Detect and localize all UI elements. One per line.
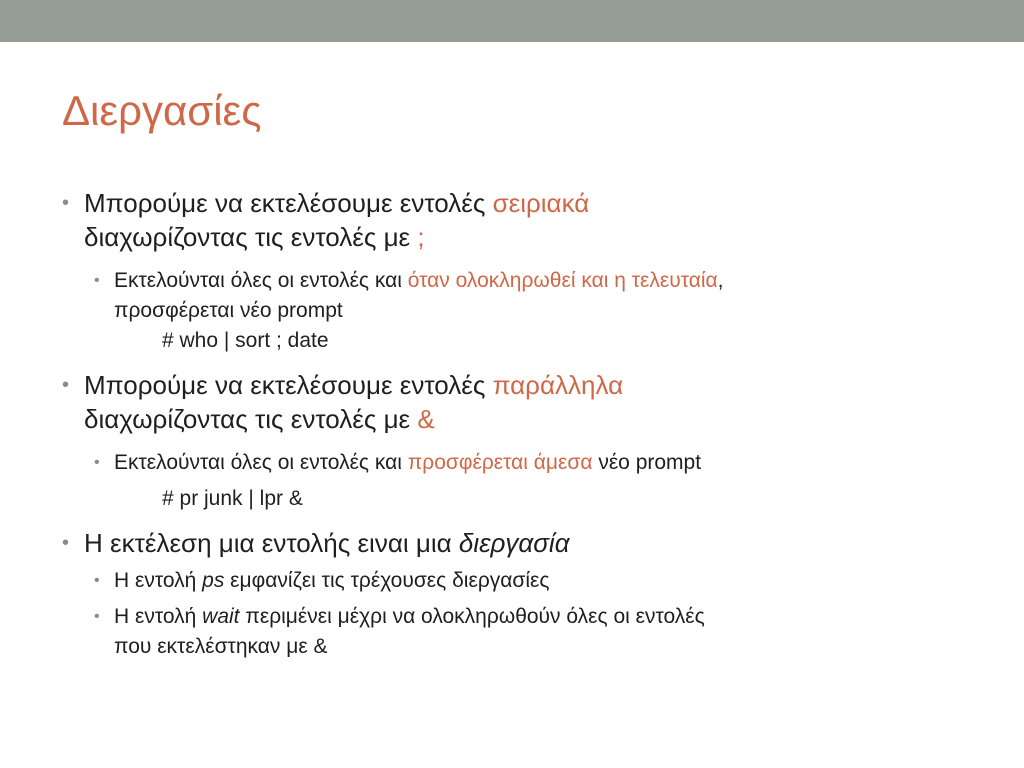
bullet-parallel bbox=[62, 368, 962, 436]
bullet-text: διαχωρίζοντας τις εντολές με bbox=[84, 404, 418, 434]
sub-bullet-text: περιμένει μέχρι να ολοκληρωθούν όλες οι εντολές bbox=[239, 605, 705, 628]
sub-bullet-wait bbox=[62, 602, 962, 662]
sub-bullet-sequential bbox=[62, 266, 962, 326]
italic-process: διεργασία bbox=[458, 528, 570, 558]
bullet-text: Η εκτέλεση μια εντολής ειναι μια bbox=[84, 528, 459, 558]
code-example-parallel: # pr junk | lpr & bbox=[162, 487, 303, 510]
sub-bullet-text: νέο prompt bbox=[592, 451, 702, 474]
sub-bullet-text: Εκτελούνται όλες οι εντολές και bbox=[114, 451, 408, 474]
sub-bullet-text: εμφανίζει τις τρέχουσες διεργασίες bbox=[224, 569, 550, 592]
sub-bullet-text: Η εντολή bbox=[114, 569, 203, 592]
highlight-semicolon: ; bbox=[417, 222, 425, 252]
sub-bullet-text: , bbox=[717, 269, 724, 292]
sub-bullet-text: που εκτελέστηκαν με & bbox=[114, 635, 328, 658]
highlight-immediately: προσφέρεται άμεσα bbox=[407, 451, 593, 474]
highlight-when-finished: όταν ολοκληρωθεί και η τελευταία bbox=[407, 269, 718, 292]
bullet-text: διαχωρίζοντας τις εντολές με bbox=[84, 222, 418, 252]
code-example-sequential: # who | sort ; date bbox=[162, 329, 329, 352]
sub-bullet-text: προσφέρεται νέο prompt bbox=[114, 299, 343, 322]
top-bar bbox=[0, 0, 1024, 42]
bullet-text: Μπορούμε να εκτελέσουμε εντολές bbox=[84, 370, 493, 400]
slide-content bbox=[62, 186, 962, 662]
bullet-process bbox=[62, 526, 962, 560]
highlight-ampersand: & bbox=[417, 404, 435, 434]
sub-bullet-text: Η εντολή bbox=[114, 605, 203, 628]
sub-bullet-text: Εκτελούνται όλες οι εντολές και bbox=[114, 269, 408, 292]
highlight-parallel: παράλληλα bbox=[492, 370, 624, 400]
italic-ps: ps bbox=[202, 569, 225, 592]
slide-title: Διεργασίες bbox=[62, 87, 262, 134]
sub-bullet-parallel bbox=[62, 448, 962, 478]
bullet-sequential bbox=[62, 186, 962, 254]
bullet-text: Μπορούμε να εκτελέσουμε εντολές bbox=[84, 188, 493, 218]
highlight-sequential: σειριακά bbox=[492, 188, 590, 218]
italic-wait: wait bbox=[202, 605, 240, 628]
sub-bullet-ps bbox=[62, 566, 962, 596]
